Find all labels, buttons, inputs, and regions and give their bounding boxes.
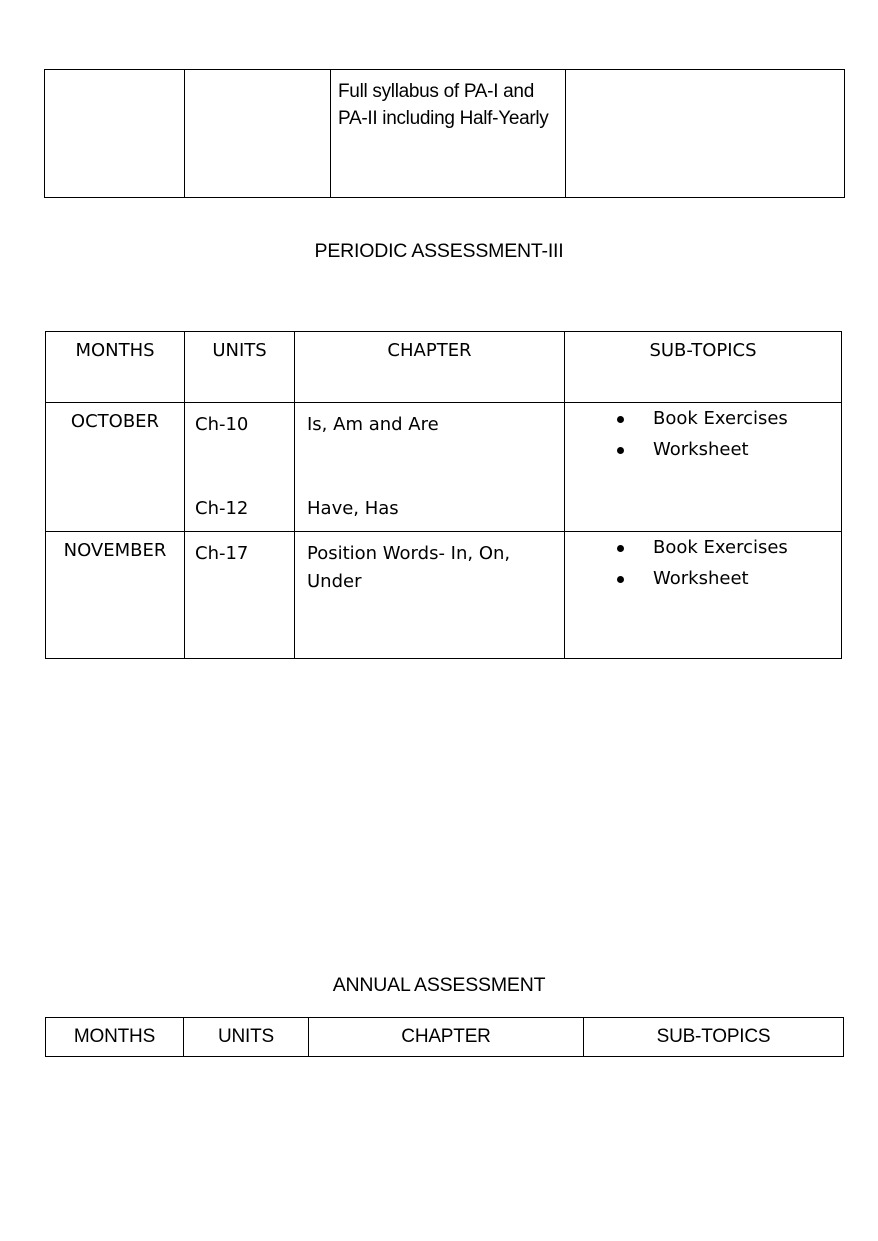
unit-line-1: Ch-17 bbox=[195, 543, 249, 564]
column-header-subtopics: SUB-TOPICS bbox=[565, 332, 842, 403]
column-header-months: MONTHS bbox=[46, 332, 185, 403]
continuation-months-cell bbox=[45, 70, 185, 198]
table-header-row bbox=[46, 1018, 844, 1057]
subtopics-list bbox=[565, 403, 841, 465]
annual-assessment-heading: ANNUAL ASSESSMENT bbox=[332, 974, 546, 996]
continuation-table bbox=[44, 69, 845, 198]
list-item: Book Exercises bbox=[565, 532, 841, 563]
cell-subtopics bbox=[565, 403, 842, 532]
unit-line-2: Ch-12 bbox=[195, 498, 249, 519]
continuation-units-cell bbox=[185, 70, 331, 198]
cell-chapter bbox=[295, 532, 565, 659]
column-header-units: UNITS bbox=[184, 1018, 309, 1057]
chapter-line-1: Is, Am and Are bbox=[307, 414, 439, 435]
table-header-row bbox=[46, 332, 842, 403]
subtopics-list bbox=[565, 532, 841, 594]
list-item: Worksheet bbox=[565, 563, 841, 594]
unit-spacer bbox=[195, 439, 288, 495]
continuation-chapter-cell: Full syllabus of PA-I and PA-II including Half-Yearly bbox=[331, 70, 566, 198]
cell-months: OCTOBER bbox=[46, 403, 185, 532]
cell-chapter bbox=[295, 403, 565, 532]
column-header-units: UNITS bbox=[185, 332, 295, 403]
table-row bbox=[45, 70, 845, 198]
list-item: Worksheet bbox=[565, 434, 841, 465]
chapter-line-1: Position Words- In, On, Under bbox=[307, 543, 511, 592]
chapter-spacer bbox=[307, 439, 558, 495]
table-row bbox=[46, 403, 842, 532]
chapter-line-2: Have, Has bbox=[307, 498, 399, 519]
cell-units bbox=[185, 532, 295, 659]
column-header-chapter: CHAPTER bbox=[295, 332, 565, 403]
unit-line-1: Ch-10 bbox=[195, 414, 249, 435]
cell-units bbox=[185, 403, 295, 532]
column-header-chapter: CHAPTER bbox=[309, 1018, 584, 1057]
table-row bbox=[46, 532, 842, 659]
list-item: Book Exercises bbox=[565, 403, 841, 434]
cell-subtopics bbox=[565, 532, 842, 659]
column-header-months: MONTHS bbox=[46, 1018, 184, 1057]
column-header-subtopics: SUB-TOPICS bbox=[584, 1018, 844, 1057]
periodic-assessment-3-heading: PERIODIC ASSESSMENT-III bbox=[314, 240, 564, 262]
continuation-subtopics-cell bbox=[566, 70, 845, 198]
annual-assessment-table bbox=[45, 1017, 844, 1057]
periodic-assessment-3-table bbox=[45, 331, 842, 659]
cell-months: NOVEMBER bbox=[46, 532, 185, 659]
